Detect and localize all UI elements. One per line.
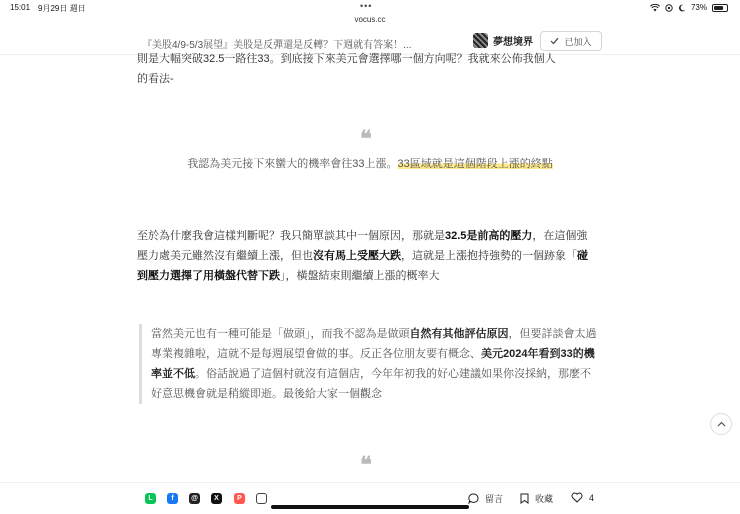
chevron-up-icon bbox=[717, 421, 726, 427]
pull-quote-highlight: 33區域就是這個階段上漲的終點 bbox=[397, 158, 553, 170]
facebook-share-icon[interactable]: f bbox=[167, 493, 178, 504]
comment-icon bbox=[468, 493, 479, 504]
bookmark-button[interactable] bbox=[520, 492, 553, 505]
home-indicator[interactable] bbox=[271, 505, 469, 509]
text-run: ，在這個強壓力處美元雖然沒有繼續上漲，但也 bbox=[137, 230, 588, 262]
text-run: 」，橫盤結束則繼續上漲的概率大 bbox=[280, 270, 440, 282]
bookmark-icon bbox=[520, 493, 529, 504]
battery-icon bbox=[712, 4, 728, 12]
line-share-icon[interactable]: L bbox=[145, 493, 156, 504]
threads-share-icon[interactable]: @ bbox=[189, 493, 200, 504]
blockquote bbox=[139, 324, 599, 404]
orientation-lock-icon bbox=[665, 4, 673, 12]
address-bar-url[interactable]: vocus.cc bbox=[354, 15, 386, 24]
checkmark-icon bbox=[550, 37, 559, 45]
text-run: ，但要詳談會太過專業複雜啦，這就不是每週展望會做的事。反正各位朋友要有概念、 bbox=[151, 328, 597, 360]
status-bar bbox=[0, 0, 740, 14]
like-count: 4 bbox=[589, 492, 595, 503]
paragraph-line: 則是大幅突破32.5一路往33。到底接下來美元會選擇哪一個方向呢？我就來公佈我個人 bbox=[137, 53, 556, 65]
author-info[interactable] bbox=[473, 33, 533, 48]
comment-button[interactable] bbox=[468, 492, 503, 505]
heart-icon bbox=[571, 492, 583, 503]
multitask-dots-icon[interactable]: ••• bbox=[360, 1, 373, 11]
bold-run: 自然有其他評估原因 bbox=[409, 328, 509, 340]
bottom-toolbar bbox=[0, 482, 740, 514]
text-run: ，這就是上漲抱持強勢的一個跡象「 bbox=[401, 250, 577, 262]
wifi-icon bbox=[650, 4, 660, 12]
x-share-icon[interactable]: X bbox=[211, 493, 222, 504]
bold-run: 32.5是前高的壓力 bbox=[445, 230, 533, 242]
joined-button[interactable] bbox=[540, 31, 602, 51]
text-run: 至於為什麼我會這樣判斷呢？我只簡單談其中一個原因，那就是 bbox=[137, 230, 445, 242]
paragraph-line: 的看法- bbox=[137, 73, 174, 85]
bold-run: 美元2024年看到33的機率並不低 bbox=[151, 348, 595, 380]
paragraph-intro bbox=[137, 49, 597, 89]
bold-run: 碰到壓力選擇了用橫盤代替下跌 bbox=[137, 250, 588, 282]
status-date: 9月29日 週日 bbox=[38, 4, 86, 13]
quote-mark-icon: ❝ bbox=[360, 126, 372, 152]
quote-mark-icon: ❝ bbox=[360, 452, 372, 478]
text-run: 。俗話說過了這個村就沒有這個店，今年年初我的好心建議如果你沒採納，那麼不好意思機會就是稍縱即逝。最後給大家一個觀念 bbox=[151, 368, 591, 400]
copy-link-icon[interactable] bbox=[256, 493, 267, 504]
bold-run: 沒有馬上受壓大跌 bbox=[313, 250, 401, 262]
pull-quote bbox=[0, 154, 740, 174]
text-run: 當然美元也有一種可能是「做頭」，而我不認為是做頭 bbox=[151, 328, 410, 340]
author-avatar[interactable] bbox=[473, 33, 488, 48]
comment-label: 留言 bbox=[485, 494, 504, 504]
status-time: 15:01 bbox=[10, 3, 31, 12]
like-button[interactable] bbox=[571, 492, 594, 503]
author-name[interactable]: 夢想境界 bbox=[493, 37, 533, 48]
plurk-share-icon[interactable]: P bbox=[234, 493, 245, 504]
bookmark-label: 收藏 bbox=[535, 494, 554, 504]
scroll-to-top-button[interactable] bbox=[710, 413, 732, 435]
battery-percent: 73% bbox=[690, 3, 707, 12]
article-title[interactable]: 『美股4/9-5/3展望』美股是反彈還是反轉？下週就有答案！... bbox=[142, 40, 412, 51]
focus-moon-icon bbox=[678, 4, 686, 12]
paragraph-reason bbox=[137, 226, 597, 286]
joined-label: 已加入 bbox=[564, 36, 592, 47]
pull-quote-text: 我認為美元接下來蠻大的機率會往33上漲。 bbox=[187, 158, 398, 170]
